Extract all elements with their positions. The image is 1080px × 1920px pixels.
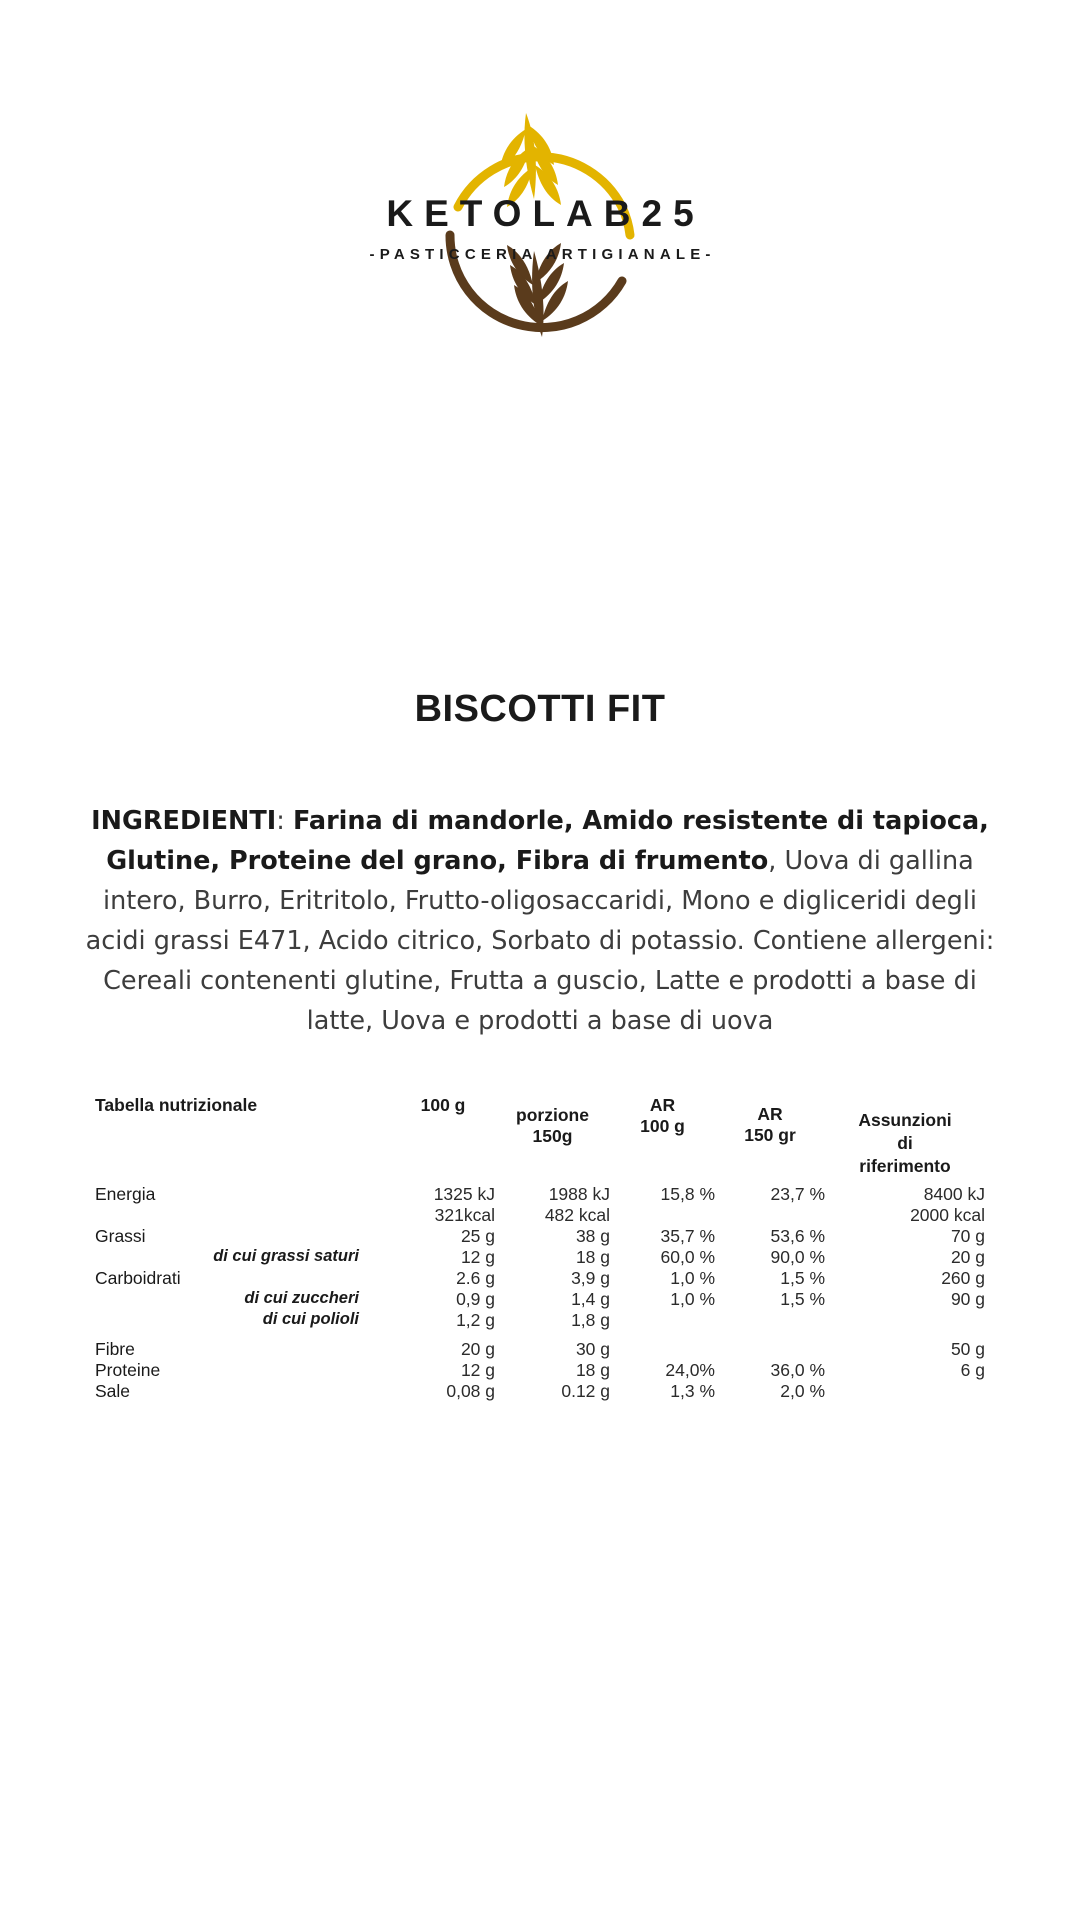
row-portion: 1,4 g <box>571 1289 610 1309</box>
row-per-100g: 1325 kJ <box>433 1184 495 1204</box>
row-portion: 30 g <box>575 1339 610 1359</box>
row-ar-100g: 24,0% <box>665 1360 715 1380</box>
row-ar-100g: 15,8 % <box>660 1184 715 1204</box>
table-row <box>95 1247 985 1268</box>
logo-artwork <box>330 95 750 355</box>
row-reference: 260 g <box>941 1268 985 1288</box>
row-reference: 90 g <box>950 1289 985 1309</box>
row-ar-150g: 2,0 % <box>780 1381 825 1401</box>
table-row <box>95 1381 985 1402</box>
table-row <box>95 1268 985 1289</box>
nutrition-table-grid <box>95 1095 985 1402</box>
row-ar-100g: 35,7 % <box>660 1226 715 1246</box>
row-ar-150g: 23,7 % <box>770 1184 825 1204</box>
row-ar-100g: 1,0 % <box>670 1289 715 1309</box>
header-portion-line2: 150g <box>532 1126 573 1146</box>
table-row <box>95 1339 985 1360</box>
row-ar-100g <box>610 1339 715 1360</box>
row-portion: 18 g <box>575 1247 610 1267</box>
header-reference-line2: di <box>897 1133 913 1153</box>
row-per-100g: 321kcal <box>434 1205 495 1225</box>
ingredients-highlighted: Farina di mandorle, Amido resistente di tapioca, Glutine, Proteine del grano, Fibra di frumento <box>106 805 989 876</box>
row-ar-150g <box>715 1205 825 1226</box>
row-per-100g: 12 g <box>460 1360 495 1380</box>
row-ar-100g: 1,3 % <box>670 1381 715 1401</box>
header-ar100-line2: 100 g <box>640 1116 685 1136</box>
row-per-100g: 20 g <box>460 1339 495 1359</box>
row-label: Energia <box>95 1184 156 1204</box>
header-ar150-line1: AR <box>757 1104 783 1124</box>
row-label <box>95 1205 385 1226</box>
header-portion <box>495 1095 610 1184</box>
row-reference: 50 g <box>950 1339 985 1359</box>
row-label: di cui zuccheri <box>244 1289 359 1307</box>
header-ar100-line1: AR <box>649 1095 676 1115</box>
row-ar-100g <box>610 1310 715 1331</box>
row-ar-150g: 90,0 % <box>770 1247 825 1267</box>
brand-logo <box>0 95 1080 355</box>
row-reference: 8400 kJ <box>923 1184 985 1204</box>
row-per-100g: 1,2 g <box>456 1310 495 1330</box>
ingredients-label: INGREDIENTI <box>91 805 277 836</box>
row-ar-150g <box>715 1310 825 1331</box>
row-label: di cui grassi saturi <box>213 1247 359 1265</box>
logo-tagline: -PASTICCERIA ARTIGIANALE- <box>369 246 716 263</box>
header-ar-100g <box>610 1095 715 1184</box>
ingredients-rest: , Uova di gallina intero, Burro, Eritritolo, Frutto-oligosaccaridi, Mono e digliceridi degli acidi grassi E471, Acido citrico, Sorbato di potassio. Contiene allergeni: Cereali contenenti glutine, Frutta a guscio, Latte e prodotti a base di latte, Uova e prodotti a base di uova <box>85 845 995 1036</box>
row-ar-150g: 53,6 % <box>770 1226 825 1246</box>
row-label: di cui polioli <box>262 1310 359 1328</box>
header-reference-line3: riferimento <box>859 1156 951 1176</box>
row-ar-150g: 1,5 % <box>780 1289 825 1309</box>
table-row <box>95 1184 985 1205</box>
row-ar-150g: 1,5 % <box>780 1268 825 1288</box>
row-portion: 1,8 g <box>571 1310 610 1330</box>
ingredients-paragraph <box>85 801 995 1041</box>
row-ar-100g: 60,0 % <box>660 1247 715 1267</box>
row-reference: 2000 kcal <box>910 1205 985 1225</box>
row-reference: 70 g <box>950 1226 985 1246</box>
row-label: Sale <box>95 1381 131 1401</box>
row-reference <box>825 1310 985 1331</box>
row-per-100g: 0,9 g <box>456 1289 495 1309</box>
table-row <box>95 1360 985 1381</box>
row-reference <box>825 1381 985 1402</box>
row-label: Proteine <box>95 1360 161 1380</box>
table-row <box>95 1289 985 1310</box>
table-header-row <box>95 1095 985 1184</box>
row-portion: 1988 kJ <box>548 1184 610 1204</box>
row-reference: 6 g <box>960 1360 985 1380</box>
table-row <box>95 1226 985 1247</box>
row-ar-100g: 1,0 % <box>670 1268 715 1288</box>
row-per-100g: 2.6 g <box>456 1268 495 1288</box>
table-row <box>95 1310 985 1331</box>
header-ar150-line2: 150 gr <box>744 1125 796 1145</box>
header-portion-line1: porzione <box>516 1105 589 1125</box>
header-reference-intake <box>825 1095 985 1184</box>
row-label: Grassi <box>95 1226 146 1246</box>
row-portion: 0.12 g <box>561 1381 610 1401</box>
row-label: Carboidrati <box>95 1268 181 1288</box>
header-per-100g: 100 g <box>420 1095 466 1115</box>
row-reference: 20 g <box>950 1247 985 1267</box>
header-ar-150g <box>715 1095 825 1184</box>
ingredients-separator: : <box>276 805 293 836</box>
row-portion: 38 g <box>575 1226 610 1246</box>
row-ar-150g: 36,0 % <box>770 1360 825 1380</box>
row-portion: 3,9 g <box>571 1268 610 1288</box>
row-ar-150g <box>715 1339 825 1360</box>
page-title: BISCOTTI FIT <box>414 688 666 730</box>
row-portion: 18 g <box>575 1360 610 1380</box>
logo-brand-name: KETOLAB25 <box>386 193 705 234</box>
row-label: Fibre <box>95 1339 135 1359</box>
header-reference-line1: Assunzioni <box>858 1110 952 1130</box>
row-per-100g: 25 g <box>460 1226 495 1246</box>
row-ar-100g <box>610 1205 715 1226</box>
row-per-100g: 0,08 g <box>446 1381 495 1401</box>
row-portion: 482 kcal <box>544 1205 610 1225</box>
row-per-100g: 12 g <box>460 1247 495 1267</box>
header-title: Tabella nutrizionale <box>95 1095 258 1115</box>
nutrition-table-body <box>95 1184 985 1402</box>
table-spacer <box>95 1331 985 1339</box>
table-row <box>95 1205 985 1226</box>
nutrition-table <box>95 1095 985 1402</box>
